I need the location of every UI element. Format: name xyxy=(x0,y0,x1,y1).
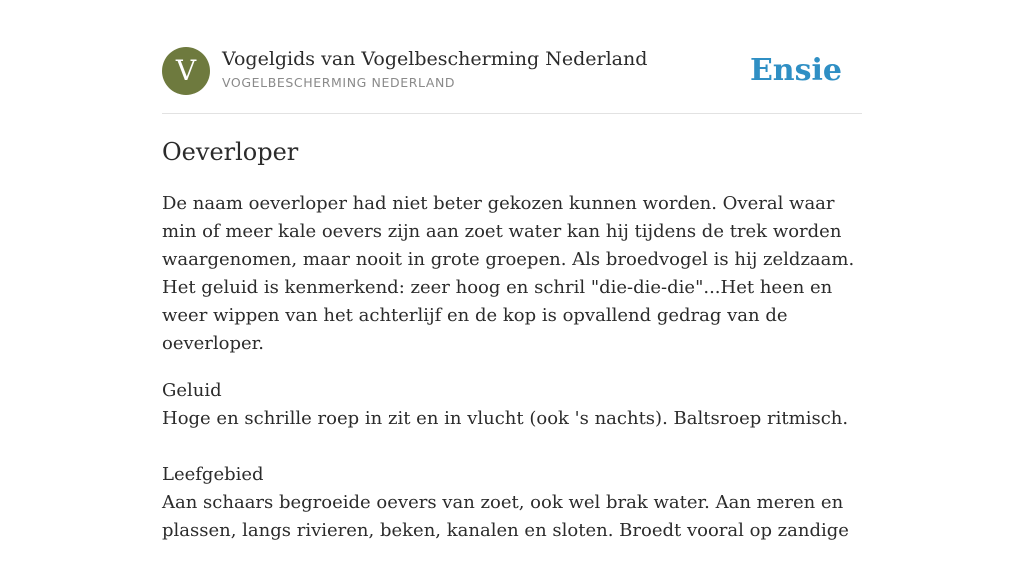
ensie-logo[interactable]: Ensie xyxy=(749,53,842,88)
source-avatar[interactable]: V xyxy=(162,47,210,95)
entry-header xyxy=(162,47,862,95)
header-divider xyxy=(162,113,862,114)
entry-title: Oeverloper xyxy=(162,138,299,166)
section-label: Leefgebied xyxy=(162,464,264,485)
section-geluid xyxy=(162,377,862,433)
entry-body xyxy=(162,190,862,573)
entry-intro: De naam oeverloper had niet beter gekozen kunnen worden. Overal waar min of meer kale oevers zijn aan zoet water kan hij tijdens de trek worden waargenomen, maar nooit in grote groepen. Als broedvogel is hij zeldzaam. Het geluid is kenmerkend: zeer hoog en schril "die-die-die"...Het heen en weer wippen van het achterlijf en de kop is opvallend gedrag van de oeverloper. xyxy=(162,193,855,354)
section-text: Hoge en schrille roep in zit en in vlucht (ook 's nachts). Baltsroep ritmisch. xyxy=(162,408,849,429)
section-text: Aan schaars begroeide oevers van zoet, ook wel brak water. Aan meren en plassen, langs rivieren, beken, kanalen en sloten. Broedt vooral op zandige xyxy=(162,492,849,541)
section-leefgebied xyxy=(162,461,862,545)
source-subtitle[interactable]: VOGELBESCHERMING NEDERLAND xyxy=(222,75,456,90)
section-label: Geluid xyxy=(162,380,222,401)
source-title[interactable]: Vogelgids van Vogelbescherming Nederland xyxy=(222,48,648,70)
